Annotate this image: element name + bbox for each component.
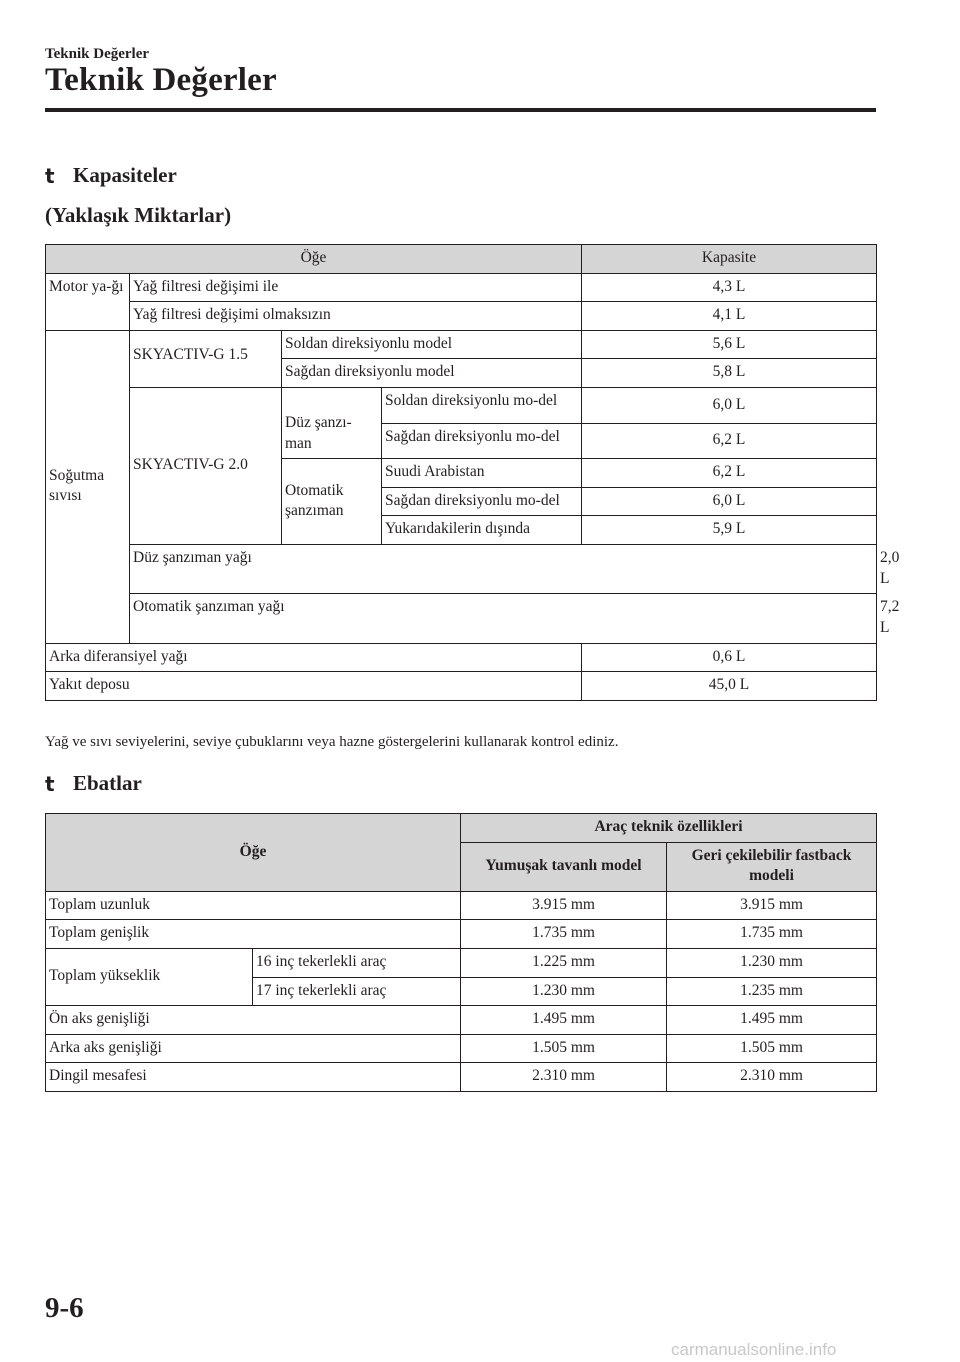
running-header: Teknik Değerler [45,46,150,62]
row-label: Arka aks genişliği [46,1034,461,1063]
row-value: 45,0 L [582,672,877,701]
row-label: Ön aks genişliği [46,1006,461,1035]
table-row: Düz şanzıman yağı 2,0 L [46,545,877,594]
fastback-value: 1.735 mm [667,920,877,949]
manual-label: Düz şanzı-man [282,388,382,459]
capacities-note: Yağ ve sıvı seviyelerini, seviye çubuklarını veya hazne göstergelerini kullanarak kontrol ediniz. [45,734,619,750]
fastback-value: 1.495 mm [667,1006,877,1035]
row-label: Sağdan direksiyonlu mo-del [382,423,582,459]
motor-oil-label: Motor ya-ğı [46,273,130,330]
row-label: Dingil mesafesi [46,1063,461,1092]
row-label: Soldan direksiyonlu model [282,330,582,359]
col-item-header: Öğe [46,245,582,274]
g20-label: SKYACTIV-G 2.0 [130,388,282,545]
automatic-label: Otomatik şanzıman [282,459,382,545]
capacities-heading [45,163,177,188]
height-label: Toplam yükseklik [46,949,253,1006]
row-label: Toplam genişlik [46,920,461,949]
row-value: 6,0 L [582,487,877,516]
page-number: 9-6 [45,1292,84,1324]
table-row [46,388,877,424]
soft-value: 1.495 mm [461,1006,667,1035]
row-value: 0,6 L [582,643,877,672]
soft-value: 1.505 mm [461,1034,667,1063]
capacities-table [45,244,900,701]
fastback-value: 1.230 mm [667,949,877,978]
fastback-value: 2.310 mm [667,1063,877,1092]
soft-value: 1.225 mm [461,949,667,978]
fastback-value: 3.915 mm [667,891,877,920]
soft-value: 3.915 mm [461,891,667,920]
g15-label: SKYACTIV-G 1.5 [130,330,282,387]
soft-value: 2.310 mm [461,1063,667,1092]
table-header-row [46,245,877,274]
row-label: Yakıt deposu [46,672,582,701]
col-fastback-header: Geri çekilebilir fastback modeli [667,842,877,891]
row-label: 17 inç tekerlekli araç [253,977,461,1006]
row-value: 6,0 L [582,388,877,424]
row-label: Yağ filtresi değişimi ile [130,273,582,302]
row-value: 5,6 L [582,330,877,359]
dimensions-table [45,813,877,1092]
table-row [46,891,877,920]
row-value: 6,2 L [582,459,877,488]
row-label: Yağ filtresi değişimi olmaksızın [130,302,582,331]
col-soft-header: Yumuşak tavanlı model [461,842,667,891]
soft-value: 1.230 mm [461,977,667,1006]
row-value: 4,1 L [582,302,877,331]
table-row [46,330,877,359]
soft-value: 1.735 mm [461,920,667,949]
table-row [46,1006,877,1035]
capacities-title: Kapasiteler [73,163,177,187]
fastback-value: 1.505 mm [667,1034,877,1063]
row-value: 5,8 L [582,359,877,388]
row-label: 16 inç tekerlekli araç [253,949,461,978]
capacities-subtitle: (Yaklaşık Miktarlar) [45,203,232,227]
row-label: Suudi Arabistan [382,459,582,488]
table-row [46,302,877,331]
row-label: Yukarıdakilerin dışında [382,516,582,545]
watermark[interactable]: carmanualsonline.info [671,1340,837,1359]
table-row [46,643,877,672]
row-label: Soldan direksiyonlu mo-del [382,388,582,424]
row-value: 5,9 L [582,516,877,545]
section-bullet-icon: t [45,163,55,188]
row-label: Arka diferansiyel yağı [46,643,582,672]
row-value: 4,3 L [582,273,877,302]
fastback-value: 1.235 mm [667,977,877,1006]
table-row [46,949,877,978]
row-label: Sağdan direksiyonlu mo-del [382,487,582,516]
table-row [46,920,877,949]
row-label: Düz şanzıman yağı [130,545,877,594]
table-header-row [46,814,877,843]
row-label: Sağdan direksiyonlu model [282,359,582,388]
table-row [46,1034,877,1063]
row-label: Toplam uzunluk [46,891,461,920]
col-capacity-header: Kapasite [582,245,877,274]
col-item-header: Öğe [46,814,461,892]
dimensions-title: Ebatlar [73,771,142,795]
row-value: 6,2 L [582,423,877,459]
table-row [46,273,877,302]
col-spec-header: Araç teknik özellikleri [461,814,877,843]
row-label: Otomatik şanzıman yağı [130,594,877,643]
table-row [46,1063,877,1092]
table-row [46,672,877,701]
header-divider [45,108,876,112]
table-row: Otomatik şanzıman yağı 7,2 L [46,594,877,643]
dimensions-heading [45,771,142,796]
section-bullet-icon: t [45,771,55,796]
page-title: Teknik Değerler [45,62,277,98]
coolant-label: Soğutma sıvısı [46,330,130,643]
